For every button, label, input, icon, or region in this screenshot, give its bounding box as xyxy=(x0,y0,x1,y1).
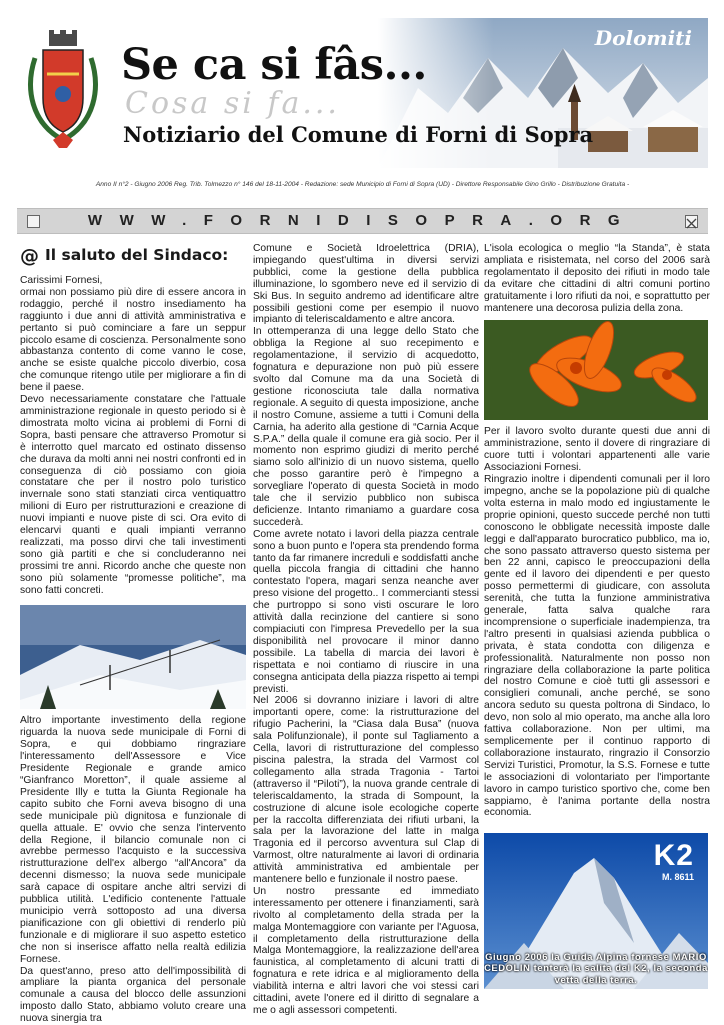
k2-elevation: M. 8611 xyxy=(661,872,694,883)
k2-name: K2 xyxy=(653,839,694,873)
ski-lift-photo xyxy=(20,605,246,709)
close-box-icon xyxy=(685,215,698,228)
website-link[interactable]: WWW.FORNIDISOPRA.ORG xyxy=(87,212,638,229)
square-icon xyxy=(27,215,40,228)
article-text-col3b: Per il lavoro svolto durante questi due anni di amministrazione, sento il dovere di ringraziare di cuore tutti i volontari appartenenti alle varie Associazioni Fornesi. Ringrazio inoltre i dipendenti comunali per il loro impegno, anche se la popolazione più di qualche volta esterna in malo modo ed ingiustamente le proprie opinioni, questo succede perché non tutti conoscono le obbligate necessità imposte dalle leggi e dall'apparato burocratico pubblico, ma io, che sono passato attraverso questo sistema per ben 22 anni, capisco le preoccupazioni della gente ed il lavoro dei dipendenti e per questo posso permettermi di giudicare, con assoluta serenità, che tutta la funzione amministrativa generale, fatta salva qualche rara incomprensione o superficiale inadempienza, tra l'altro presenti in qualsiasi azienda pubblica o privata, è stata condotta con diligenza e professionalità. Naturalmente non posso non ringraziare della collaborazione la parte politica del nostro Comune e cioè tutti gli assessori e consiglieri comunali, anche perché, se sono ancora seduto su questa poltrona di Sindaco, lo devo, non solo al mio operato, ma anche alla loro fattiva collaborazione. Non per ultimi, ma semplicemente per il continuo rapporto di collaborazione instaurato, ringrazio il Consorzio Servizi Turistici, Promotur, la S.S. Fornese e tutte le associazioni di volontariato per l'importante lavoro in campo turistico sportivo che, come ben sappiamo, è l'anima portante della nostra economia. xyxy=(484,426,710,819)
k2-label xyxy=(654,841,694,882)
publication-info: Anno II n°2 - Giugno 2006 Reg. Trib. Tolmezzo n° 146 del 18-11-2004 - Redazione: sede Municipio di Forni di Sopra (UD) - Direttore Responsabile Gino Grillo - Distribuzione Gratuita - xyxy=(95,181,630,188)
website-bar xyxy=(17,208,708,234)
dolomiti-brand: Dolomiti xyxy=(594,26,692,50)
article-text-col1b: Altro importante investimento della regione riguarda la nuova sede municipale di Forni di Sopra, e qui dobbiamo ringraziare l'interessamento dell'Assessore e Vice Presidente Regionale e grande amico “Gianfranco Moretton”, il quale assieme al Presidente Illy e tutta la Giunta Regionale ha capito subito che Forni aveva bisogno di una sede municipale più dignitosa e funzionale di quella attuale. E' ovvio che senza l'intervento della Regione, il bilancio comunale non ci avrebbe permesso l'acquisto e la successiva ristrutturazione dell'ex albergo “all'Ancora” da decenni dismesso; la nuova sede municipale sarà capace di ospitare anche altri servizi di pubblica utilità. L'edificio contenente l'attuale municipio verrà sottoposto ad una diversa pianificazione con gli obiettivi di renderlo più funzionale e di migliorare il suo aspetto estetico che non si inserisce affatto nella realtà edilizia Fornese. Da quest'anno, preso atto dell'impossibilità di ampliare la pianta organica del personale comunale a causa del blocco delle assunzioni imposto dallo Stato, abbiamo voluto creare una nuova sinergia tra xyxy=(20,715,246,1025)
article-text-col3a: L'isola ecologica o meglio “la Standa”, è stata ampliata e risistemata, nel corso del 2006 sarà regolamentato il deposito dei rifiuti in modo tale da evitare che cittadini di altri comuni portino gratuitamente i loro rifiuti da noi, e soprattutto per mantenere una decorosa pulizia della zona. xyxy=(484,243,710,314)
article-text-col2: Comune e Società Idroelettrica (DRIA), impiegando quest'ultima in diversi servizi pubblici, come la gestione della pubblica illuminazione, lo sgombero neve ed il servizio di Ski Bus. In seguito andremo ad identificare altre possibili gestioni come per esempio il nuovo impianto di teleriscaldamento e altre ancora. In ottemperanza di una legge dello Stato che obbliga la Regione al suo recepimento e regolamentazione, il servizio di acquedotto, fognatura e depurazione non può più essere svolto dal Comune ma da una Società di gestione riconosciuta tale dalla normativa regionale. A seguito di questa imposizione, anche il nostro Comune, assieme a tutti i Comuni della Carnia, ha aderito alla gestione di “Carnia Acque S.P.A.” della quale il comune era già socio. Per il momento non esprimo giudizi di merito perché siamo solo all'inizio di un nuovo sistema, quello che posso garantire però è l'impegno a sorvegliare l'operato di questa Società in modo tale che il servizio pubblico non subisca deficienze. Intanto rimaniamo a guardare cosa succederà. Come avrete notato i lavori della piazza centrale sono a buon punto e l'opera sta prendendo forma tanto da far rimanere increduli e soddisfatti anche quella piccola frangia di cittadini che hanno contestato l'opera, magari senza neanche aver preso visione del progetto.. I commercianti stessi che purtroppo si sono visti oscurare le loro attività dalla recinzione del cantiere si sono compiaciuti con l'impresa Prevedello per la sua disponibilità nel provocare il minor danno possibile. La tabella di marcia dei lavori è rispettata e noi contiamo di riuscire in una consegna anticipata della piazza rispetto ai tempi previsti. Nel 2006 si dovranno iniziare i lavori di altre importanti opere, come: la ristrutturazione del rifugio Pacherini, la “Ciasa dala Busa” (nuova sala Polifunzionale), il ponte sul Tagliamento a Cella, lavori di ristrutturazione del complesso piscina palestra, la strada del Varmost col collegamento alla strada Tragonia - Tartoi (attraverso il “Piloti”), la nuova grande centrale di teleriscaldamento, la strada di Sompount, la costruzione di alcune isole ecologiche coperte per la raccolta differenziata dei rifiuti urbani, la sala per la lavorazione del latte in malga Tragonia ed il percorso avventura sul Clap di Varmost, oltre naturalmente ai lavori di ordinaria attività amministrativa ed ambientale per mantenere bello e funzionale il nostro paese. Un nostro pressante ed immediato interessamento per ottenere i finanziamenti, sarà rivolto al completamento della strada per la malga Montemaggiore con variante per l'Aguosa, il completamento della ristrutturazione della Malga Montemaggiore, la realizzazione dell'area faunistica, al completamento di alcuni tratti di fognatura e rete idrica e al miglioramento della viabilità interna e altri lavori che voi stessi cari cittadini, avete l'onere ed il diritto di segnalare a me o agli assessori competenti. xyxy=(253,243,479,1016)
column-3 xyxy=(484,243,710,995)
newsletter-title: Se ca si fâs... xyxy=(121,40,427,90)
orange-lily-photo xyxy=(484,320,708,420)
municipal-coat-of-arms xyxy=(23,28,103,156)
k2-caption: Giugno 2006 la Guida Alpina fornese MARIO CEDOLIN tenterà la salita del K2, la seconda vetta della terra. xyxy=(484,950,708,985)
k2-mountain-photo xyxy=(484,833,708,989)
column-2 xyxy=(253,243,479,1017)
article-title: Il saluto del Sindaco: xyxy=(45,246,229,265)
at-symbol-icon: @ xyxy=(20,245,39,267)
column-1 xyxy=(20,243,246,1025)
newsletter-subtitle: Cosa si fa... xyxy=(125,86,340,121)
masthead xyxy=(17,18,708,168)
article-heading xyxy=(20,247,246,265)
article-text-col1a: Carissimi Fornesi, ormai non possiamo più dire di essere ancora in rodaggio, perché il nostro insediamento ha raggiunto i due anni di attività amministrativa e pertanto si può cominciare a fare un seppur piccolo esame di coscienza. Personalmente sono abbastanza contento di come vanno le cose, anche se esiste qualche piccolo diverbio, cosa che comunque ritengo utile per migliorare a fin di bene il paese. Devo necessariamente constatare che l'attuale amministrazione regionale in questo periodo si è dimostrata molto vicina ai problemi di Forni di Sopra, basti pensare che attraverso Promotur si è interrotto quel marcato ed ostinato dissenso che durava da molti anni nei nostri confronti ed in conseguenza di ciò possiamo con gioia constatare che per il nostro polo turistico invernale sono stati stanziati circa ventiquattro milioni di Euro per ristrutturazioni e creazione di nuovi impianti e nuove piste di sci. Ora evito di elencarvi quanti e quali impianti verranno realizzati, ma posso dirvi che tali investimenti sono già partiti e che si concluderanno nei prossimi tre anni. Ricordo anche che queste non sono più solamente “promesse politiche”, ma sono fatti concreti. xyxy=(20,275,246,596)
newsletter-name: Notiziario del Comune di Forni di Sopra xyxy=(123,122,594,147)
